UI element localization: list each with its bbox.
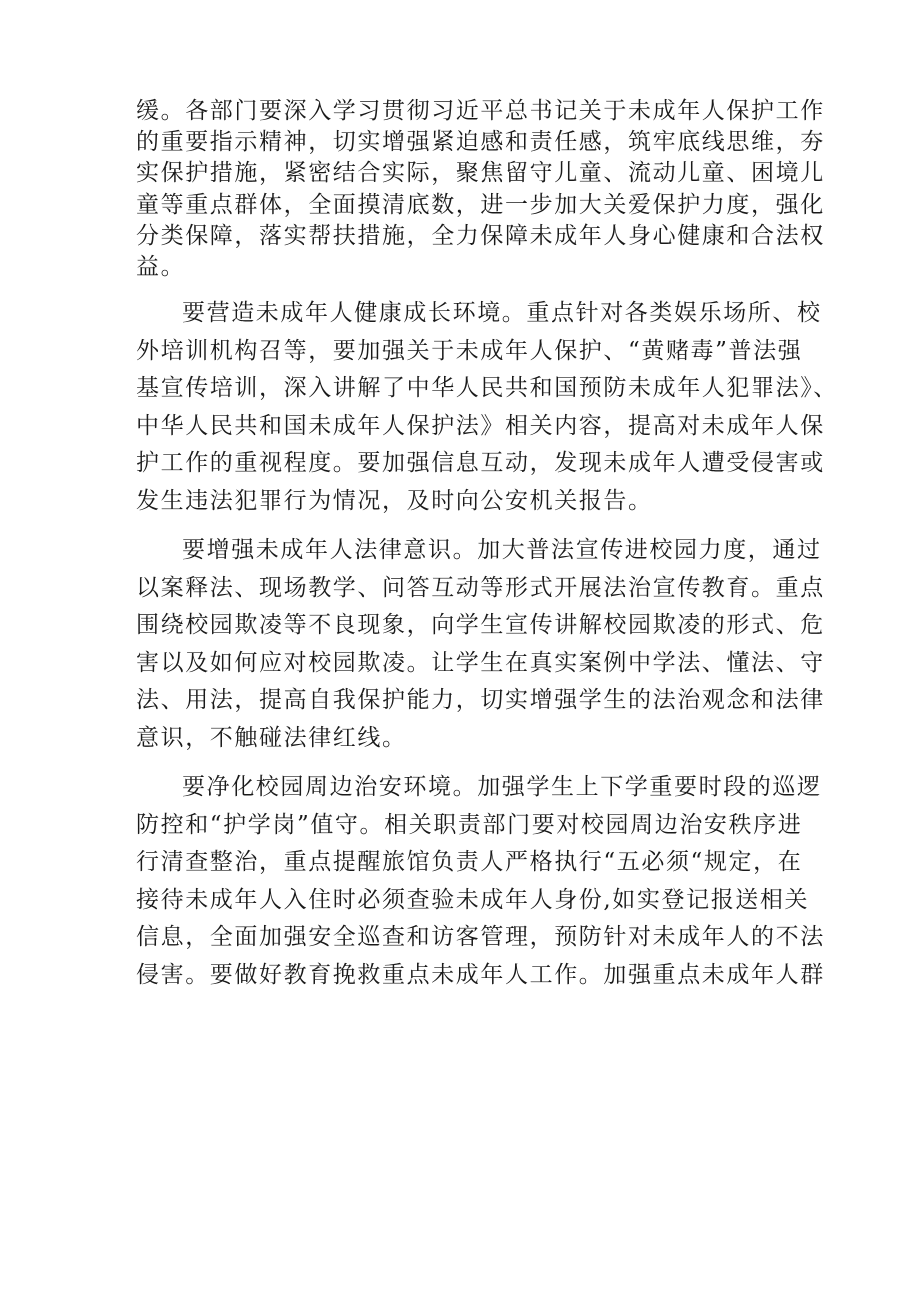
text-line: 的重要指示精神，切实增强紧迫感和责任感，筑牢底线思维，夯 bbox=[136, 129, 825, 156]
paragraph-gap bbox=[136, 520, 786, 532]
text-line: 要净化校园周边治安环境。加强学生上下学重要时段的巡逻 bbox=[182, 774, 822, 801]
text-line: 法、用法，提高自我保护能力，切实增强学生的法治观念和法律 bbox=[136, 687, 825, 714]
text-line: 基宣传培训，深入讲解了中华人民共和国预防未成年人犯罪法》、 bbox=[136, 375, 838, 402]
text-line: 外培训机构召等，要加强关于未成年人保护、“黄赌毒”普法强 bbox=[136, 337, 803, 364]
text-line: 童等重点群体，全面摸清底数，进一步加大关爱保护力度，强化 bbox=[136, 191, 825, 218]
text-line: 围绕校园欺凌等不良现象，向学生宣传讲解校园欺凌的形式、危 bbox=[136, 612, 825, 639]
text-line: 中华人民共和国未成年人保护法》相关内容，提高对未成年人保 bbox=[136, 412, 825, 439]
text-line: 接待未成年人入住时必须查验未成年人身份,如实登记报送相关 bbox=[136, 886, 810, 913]
text-line: 益。 bbox=[136, 253, 186, 280]
text-line: 分类保障，落实帮扶措施，全力保障未成年人身心健康和合法权 bbox=[136, 222, 825, 249]
paragraph-gap bbox=[136, 757, 786, 769]
text-line: 发生违法犯罪行为情况，及时向公安机关报告。 bbox=[136, 487, 653, 514]
paragraph-3 bbox=[136, 532, 825, 757]
paragraph-gap bbox=[136, 283, 786, 295]
text-line: 以案释法、现场教学、问答互动等形式开展法治宣传教育。重点 bbox=[136, 574, 825, 601]
text-line: 防控和“护学岗”值守。相关职责部门要对校园周边治安秩序进 bbox=[136, 811, 803, 838]
paragraph-1 bbox=[136, 96, 825, 283]
text-line: 害以及如何应对校园欺凌。让学生在真实案例中学法、懂法、守 bbox=[136, 649, 825, 676]
text-line: 缓。各部门要深入学习贯彻习近平总书记关于未成年人保护工作 bbox=[136, 98, 825, 124]
text-line: 意识，不触碰法律红线。 bbox=[136, 724, 407, 751]
text-line: 要增强未成年人法律意识。加大普法宣传进校园力度，通过 bbox=[182, 537, 822, 564]
text-line: 行清查整治，重点提醒旅馆负责人严格执行“五必须“规定，在 bbox=[136, 849, 803, 876]
text-line: 信息，全面加强安全巡查和访客管理，预防针对未成年人的不法 bbox=[136, 924, 825, 951]
text-line: 侵害。要做好教育挽救重点未成年人工作。加强重点未成年人群 bbox=[136, 961, 825, 988]
document-body bbox=[136, 96, 838, 994]
text-line: 要营造未成年人健康成长环境。重点针对各类娱乐场所、校 bbox=[182, 300, 822, 327]
paragraph-2 bbox=[136, 295, 838, 520]
text-line: 护工作的重视程度。要加强信息互动，发现未成年人遭受侵害或 bbox=[136, 450, 825, 477]
text-line: 实保护措施，紧密结合实际，聚焦留守儿童、流动儿童、困境儿 bbox=[136, 160, 825, 187]
paragraph-4 bbox=[136, 769, 825, 994]
